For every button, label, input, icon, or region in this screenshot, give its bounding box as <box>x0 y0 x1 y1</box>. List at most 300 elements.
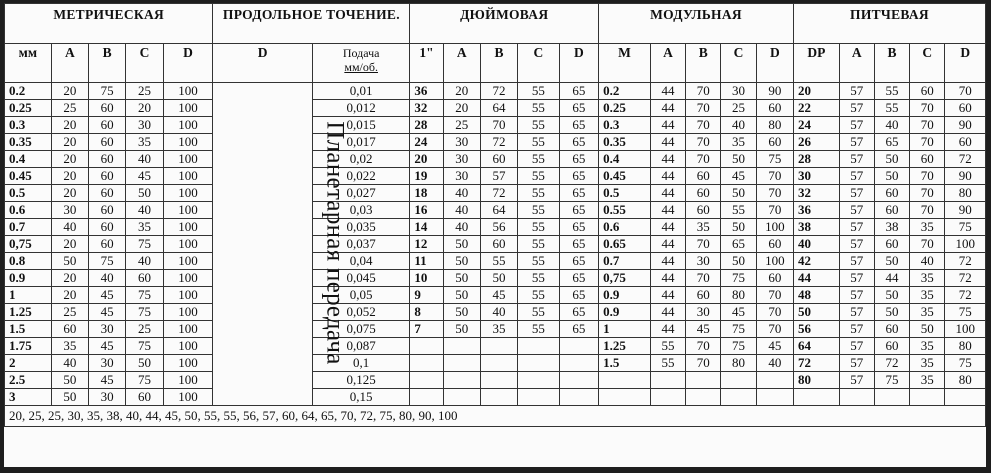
inch-gear-cell <box>480 389 517 406</box>
metric-gear-cell: 40 <box>51 219 88 236</box>
inch-gear-cell: 57 <box>480 168 517 185</box>
inch-gear-cell: 20 <box>443 83 480 100</box>
inch-pitch-cell: 10 <box>410 270 443 287</box>
metric-gear-cell: 20 <box>126 100 163 117</box>
inch-gear-cell: 25 <box>443 117 480 134</box>
pitch-gear-cell <box>839 389 874 406</box>
inch-gear-cell <box>443 338 480 355</box>
metric-gear-cell: 45 <box>88 338 125 355</box>
pitch-gear-cell: 80 <box>945 185 986 202</box>
metric-gear-cell: 100 <box>163 270 213 287</box>
inch-pitch-cell: 20 <box>410 151 443 168</box>
metric-pitch-cell: 0.4 <box>5 151 52 168</box>
table-row <box>5 168 986 185</box>
table-row <box>5 338 986 355</box>
inch-pitch-cell: 32 <box>410 100 443 117</box>
metric-gear-cell: 60 <box>88 168 125 185</box>
feed-cell: 0,03 <box>312 202 409 219</box>
inch-gear-cell: 35 <box>480 321 517 338</box>
pitch-pitch-cell: 44 <box>794 270 840 287</box>
inch-gear-cell: 55 <box>518 83 559 100</box>
inch-pitch-cell <box>410 372 443 389</box>
pitch-gear-cell: 35 <box>910 270 945 287</box>
modular-gear-cell <box>756 372 793 389</box>
pitch-pitch-cell: 72 <box>794 355 840 372</box>
modular-gear-cell: 44 <box>650 219 685 236</box>
inch-gear-cell: 50 <box>443 236 480 253</box>
metric-gear-cell: 30 <box>51 202 88 219</box>
pitch-gear-cell: 80 <box>945 338 986 355</box>
inch-gear-cell: 55 <box>518 304 559 321</box>
pitch-gear-cell: 57 <box>839 304 874 321</box>
modular-gear-cell: 44 <box>650 202 685 219</box>
table-row <box>5 83 986 100</box>
metric-gear-cell: 75 <box>126 236 163 253</box>
pitch-gear-cell: 57 <box>839 202 874 219</box>
feed-cell: 0,087 <box>312 338 409 355</box>
modular-gear-cell: 35 <box>721 134 756 151</box>
inch-gear-cell: 55 <box>480 253 517 270</box>
modular-pitch-cell: 0.7 <box>599 253 651 270</box>
inch-pitch-cell: 9 <box>410 287 443 304</box>
pitch-gear-cell: 38 <box>874 219 909 236</box>
metric-gear-cell: 50 <box>126 185 163 202</box>
inch-gear-cell: 65 <box>559 253 598 270</box>
inch-gear-cell: 55 <box>518 185 559 202</box>
metric-gear-cell: 60 <box>126 270 163 287</box>
modular-pitch-cell: 1.25 <box>599 338 651 355</box>
table-row <box>5 100 986 117</box>
inch-gear-cell: 50 <box>480 270 517 287</box>
thread-table-sheet <box>4 3 986 467</box>
modular-gear-cell: 70 <box>686 338 721 355</box>
inch-gear-cell <box>559 389 598 406</box>
modular-gear-cell: 65 <box>721 236 756 253</box>
pitch-pitch-cell: 80 <box>794 372 840 389</box>
pitch-gear-cell: 57 <box>839 185 874 202</box>
inch-pitch-cell: 36 <box>410 83 443 100</box>
inch-gear-cell: 55 <box>518 117 559 134</box>
footer-row <box>5 406 986 427</box>
modular-gear-cell: 30 <box>686 253 721 270</box>
modular-gear-cell: 100 <box>756 253 793 270</box>
inch-pitch-cell: 28 <box>410 117 443 134</box>
inch-gear-cell: 55 <box>518 270 559 287</box>
modular-gear-cell: 60 <box>756 100 793 117</box>
pitch-gear-cell: 75 <box>945 219 986 236</box>
metric-gear-cell: 60 <box>88 185 125 202</box>
inch-gear-cell: 40 <box>443 185 480 202</box>
col-inch-b: B <box>480 44 517 83</box>
modular-gear-cell: 25 <box>721 100 756 117</box>
pitch-gear-cell: 90 <box>945 202 986 219</box>
modular-gear-cell: 50 <box>721 151 756 168</box>
modular-gear-cell: 100 <box>756 219 793 236</box>
inch-gear-cell: 64 <box>480 202 517 219</box>
col-inch-a: A <box>443 44 480 83</box>
pitch-pitch-cell: 38 <box>794 219 840 236</box>
feed-cell: 0,1 <box>312 355 409 372</box>
table-row <box>5 355 986 372</box>
modular-gear-cell: 60 <box>756 236 793 253</box>
metric-pitch-cell: 1.25 <box>5 304 52 321</box>
inch-gear-cell <box>559 355 598 372</box>
modular-gear-cell: 70 <box>686 100 721 117</box>
metric-gear-cell: 100 <box>163 168 213 185</box>
pitch-pitch-cell: 30 <box>794 168 840 185</box>
inch-gear-cell: 50 <box>443 304 480 321</box>
pitch-pitch-cell: 64 <box>794 338 840 355</box>
modular-gear-cell <box>650 389 685 406</box>
pitch-gear-cell: 57 <box>839 372 874 389</box>
table-body <box>5 83 986 406</box>
feed-cell: 0,017 <box>312 134 409 151</box>
inch-gear-cell <box>480 372 517 389</box>
metric-gear-cell: 100 <box>163 117 213 134</box>
modular-gear-cell: 60 <box>686 287 721 304</box>
inch-gear-cell: 65 <box>559 134 598 151</box>
pitch-gear-cell: 57 <box>839 219 874 236</box>
pitch-gear-cell: 72 <box>945 270 986 287</box>
inch-gear-cell: 55 <box>518 151 559 168</box>
metric-gear-cell: 60 <box>88 117 125 134</box>
metric-pitch-cell: 0.3 <box>5 117 52 134</box>
inch-gear-cell: 65 <box>559 168 598 185</box>
modular-gear-cell: 30 <box>721 83 756 100</box>
modular-gear-cell: 70 <box>686 83 721 100</box>
inch-gear-cell: 55 <box>518 134 559 151</box>
metric-gear-cell: 45 <box>88 304 125 321</box>
pitch-gear-cell: 90 <box>945 168 986 185</box>
inch-pitch-cell <box>410 389 443 406</box>
modular-gear-cell <box>721 389 756 406</box>
pitch-gear-cell: 57 <box>839 83 874 100</box>
inch-gear-cell: 64 <box>480 100 517 117</box>
table-row <box>5 270 986 287</box>
pitch-gear-cell: 44 <box>874 270 909 287</box>
modular-gear-cell: 50 <box>721 253 756 270</box>
inch-gear-cell: 55 <box>518 219 559 236</box>
col-metric-c: C <box>126 44 163 83</box>
pitch-gear-cell: 57 <box>839 287 874 304</box>
pitch-gear-cell: 35 <box>910 287 945 304</box>
thread-cutting-table <box>4 3 986 427</box>
metric-gear-cell: 25 <box>51 100 88 117</box>
table-row <box>5 321 986 338</box>
metric-gear-cell: 100 <box>163 134 213 151</box>
inch-gear-cell: 65 <box>559 287 598 304</box>
metric-gear-cell: 20 <box>51 185 88 202</box>
pitch-gear-cell: 35 <box>910 304 945 321</box>
inch-gear-cell: 56 <box>480 219 517 236</box>
pitch-gear-cell: 100 <box>945 236 986 253</box>
metric-gear-cell: 75 <box>126 372 163 389</box>
col-pitch-a: A <box>839 44 874 83</box>
col-inch-tpi: 1" <box>410 44 443 83</box>
inch-gear-cell: 65 <box>559 100 598 117</box>
feed-cell: 0,045 <box>312 270 409 287</box>
feed-cell: 0,037 <box>312 236 409 253</box>
modular-pitch-cell: 0.6 <box>599 219 651 236</box>
feed-cell: 0,027 <box>312 185 409 202</box>
pitch-gear-cell <box>910 389 945 406</box>
inch-pitch-cell: 16 <box>410 202 443 219</box>
modular-gear-cell: 50 <box>721 185 756 202</box>
inch-gear-cell: 50 <box>443 253 480 270</box>
col-modular-m: M <box>599 44 651 83</box>
inch-gear-cell: 65 <box>559 117 598 134</box>
metric-gear-cell: 100 <box>163 253 213 270</box>
modular-gear-cell: 30 <box>686 304 721 321</box>
modular-gear-cell: 44 <box>650 100 685 117</box>
modular-gear-cell: 44 <box>650 287 685 304</box>
inch-pitch-cell: 19 <box>410 168 443 185</box>
pitch-pitch-cell: 50 <box>794 304 840 321</box>
inch-gear-cell: 70 <box>480 117 517 134</box>
inch-gear-cell: 65 <box>559 83 598 100</box>
metric-gear-cell: 20 <box>51 83 88 100</box>
modular-gear-cell: 44 <box>650 168 685 185</box>
modular-gear-cell: 70 <box>756 304 793 321</box>
inch-gear-cell: 55 <box>518 253 559 270</box>
inch-gear-cell: 72 <box>480 134 517 151</box>
inch-gear-cell: 72 <box>480 83 517 100</box>
modular-gear-cell <box>721 372 756 389</box>
metric-pitch-cell: 0,75 <box>5 236 52 253</box>
metric-gear-cell: 35 <box>126 134 163 151</box>
pitch-gear-cell: 70 <box>910 202 945 219</box>
pitch-pitch-cell: 40 <box>794 236 840 253</box>
inch-pitch-cell: 12 <box>410 236 443 253</box>
inch-pitch-cell: 18 <box>410 185 443 202</box>
metric-pitch-cell: 0.25 <box>5 100 52 117</box>
pitch-gear-cell: 50 <box>910 321 945 338</box>
pitch-gear-cell: 60 <box>874 321 909 338</box>
col-modular-a: A <box>650 44 685 83</box>
metric-pitch-cell: 1.5 <box>5 321 52 338</box>
table-row <box>5 219 986 236</box>
modular-pitch-cell: 0.5 <box>599 185 651 202</box>
inch-gear-cell: 65 <box>559 151 598 168</box>
modular-gear-cell: 44 <box>650 304 685 321</box>
modular-gear-cell: 70 <box>756 321 793 338</box>
metric-pitch-cell: 0.8 <box>5 253 52 270</box>
inch-gear-cell: 55 <box>518 287 559 304</box>
modular-pitch-cell: 1.5 <box>599 355 651 372</box>
metric-gear-cell: 30 <box>88 355 125 372</box>
metric-gear-cell: 50 <box>51 389 88 406</box>
modular-pitch-cell: 0.45 <box>599 168 651 185</box>
metric-gear-cell: 60 <box>88 202 125 219</box>
pitch-gear-cell: 35 <box>910 355 945 372</box>
modular-pitch-cell: 0.3 <box>599 117 651 134</box>
metric-gear-cell: 40 <box>126 151 163 168</box>
feed-cell: 0,04 <box>312 253 409 270</box>
metric-pitch-cell: 2.5 <box>5 372 52 389</box>
table-row <box>5 117 986 134</box>
inch-gear-cell: 50 <box>443 270 480 287</box>
modular-gear-cell: 80 <box>721 287 756 304</box>
pitch-gear-cell: 70 <box>910 117 945 134</box>
metric-gear-cell: 100 <box>163 83 213 100</box>
modular-gear-cell: 75 <box>756 151 793 168</box>
inch-gear-cell <box>518 389 559 406</box>
pitch-gear-cell: 90 <box>945 117 986 134</box>
modular-gear-cell: 55 <box>650 355 685 372</box>
pitch-gear-cell: 70 <box>910 100 945 117</box>
table-row <box>5 134 986 151</box>
modular-gear-cell: 70 <box>686 151 721 168</box>
pitch-gear-cell: 70 <box>910 236 945 253</box>
modular-gear-cell: 44 <box>650 117 685 134</box>
metric-pitch-cell: 1.75 <box>5 338 52 355</box>
metric-pitch-cell: 1 <box>5 287 52 304</box>
metric-gear-cell: 60 <box>88 134 125 151</box>
inch-gear-cell: 30 <box>443 151 480 168</box>
pitch-gear-cell: 57 <box>839 270 874 287</box>
inch-gear-cell: 65 <box>559 219 598 236</box>
inch-gear-cell: 50 <box>443 321 480 338</box>
metric-gear-cell: 100 <box>163 236 213 253</box>
modular-gear-cell: 44 <box>650 185 685 202</box>
metric-gear-cell: 100 <box>163 185 213 202</box>
inch-gear-cell: 20 <box>443 100 480 117</box>
inch-gear-cell <box>443 372 480 389</box>
gear-list: 20, 25, 25, 30, 35, 38, 40, 44, 45, 50, 55, 55, 56, 57, 60, 64, 65, 70, 72, 75, 80, 90, 100 <box>5 406 986 427</box>
col-modular-b: B <box>686 44 721 83</box>
modular-gear-cell: 45 <box>721 168 756 185</box>
group-inch: ДЮЙМОВАЯ <box>410 4 599 44</box>
inch-gear-cell <box>518 355 559 372</box>
metric-pitch-cell: 0.5 <box>5 185 52 202</box>
metric-gear-cell: 30 <box>88 321 125 338</box>
inch-gear-cell <box>559 338 598 355</box>
metric-gear-cell: 40 <box>126 253 163 270</box>
pitch-pitch-cell: 56 <box>794 321 840 338</box>
pitch-pitch-cell: 42 <box>794 253 840 270</box>
metric-gear-cell: 35 <box>126 219 163 236</box>
inch-gear-cell: 30 <box>443 168 480 185</box>
metric-pitch-cell: 0.9 <box>5 270 52 287</box>
feed-cell: 0,05 <box>312 287 409 304</box>
pitch-gear-cell: 60 <box>945 100 986 117</box>
table-row <box>5 253 986 270</box>
pitch-gear-cell: 60 <box>910 83 945 100</box>
modular-pitch-cell: 0.65 <box>599 236 651 253</box>
col-metric-b: B <box>88 44 125 83</box>
feed-cell: 0,015 <box>312 117 409 134</box>
pitch-pitch-cell: 22 <box>794 100 840 117</box>
feed-cell: 0,15 <box>312 389 409 406</box>
col-metric-mm: мм <box>5 44 52 83</box>
feed-cell: 0,125 <box>312 372 409 389</box>
pitch-gear-cell: 50 <box>874 304 909 321</box>
modular-gear-cell: 75 <box>721 321 756 338</box>
metric-gear-cell: 45 <box>88 287 125 304</box>
modular-gear-cell: 44 <box>650 236 685 253</box>
group-metric: МЕТРИЧЕСКАЯ <box>5 4 213 44</box>
group-pitch: ПИТЧЕВАЯ <box>794 4 986 44</box>
metric-gear-cell: 100 <box>163 219 213 236</box>
modular-gear-cell: 60 <box>686 168 721 185</box>
pitch-gear-cell: 35 <box>910 338 945 355</box>
col-inch-c: C <box>518 44 559 83</box>
inch-gear-cell: 55 <box>518 168 559 185</box>
pitch-gear-cell: 57 <box>839 321 874 338</box>
table-row <box>5 185 986 202</box>
col-pitch-dp: DP <box>794 44 840 83</box>
modular-gear-cell: 45 <box>756 338 793 355</box>
pitch-gear-cell: 72 <box>945 151 986 168</box>
pitch-gear-cell <box>874 389 909 406</box>
planetary-gear-cell <box>213 83 350 406</box>
feed-cell: 0,022 <box>312 168 409 185</box>
pitch-gear-cell: 80 <box>945 372 986 389</box>
col-modular-d: D <box>756 44 793 83</box>
pitch-gear-cell: 75 <box>874 372 909 389</box>
metric-gear-cell: 60 <box>126 389 163 406</box>
col-feed <box>312 44 409 83</box>
modular-pitch-cell: 0.4 <box>599 151 651 168</box>
metric-gear-cell: 20 <box>51 151 88 168</box>
inch-gear-cell: 40 <box>480 304 517 321</box>
feed-label: Подача <box>342 46 380 60</box>
metric-gear-cell: 100 <box>163 151 213 168</box>
modular-gear-cell: 45 <box>686 321 721 338</box>
metric-gear-cell: 100 <box>163 372 213 389</box>
table-row <box>5 372 986 389</box>
metric-gear-cell: 60 <box>51 321 88 338</box>
pitch-gear-cell: 40 <box>910 253 945 270</box>
modular-gear-cell: 80 <box>721 355 756 372</box>
modular-gear-cell: 44 <box>650 321 685 338</box>
group-modular: МОДУЛЬНАЯ <box>599 4 794 44</box>
pitch-gear-cell: 57 <box>839 236 874 253</box>
inch-gear-cell: 40 <box>443 202 480 219</box>
inch-gear-cell: 40 <box>443 219 480 236</box>
metric-gear-cell: 50 <box>51 372 88 389</box>
modular-gear-cell: 55 <box>650 338 685 355</box>
metric-gear-cell: 40 <box>88 270 125 287</box>
modular-pitch-cell: 1 <box>599 321 651 338</box>
group-longitudinal: ПРОДОЛЬНОЕ ТОЧЕНИЕ. <box>213 4 410 44</box>
pitch-gear-cell: 40 <box>874 117 909 134</box>
inch-gear-cell <box>518 338 559 355</box>
pitch-gear-cell: 75 <box>945 355 986 372</box>
pitch-gear-cell: 100 <box>945 321 986 338</box>
metric-gear-cell: 45 <box>126 168 163 185</box>
inch-gear-cell: 50 <box>443 287 480 304</box>
metric-gear-cell: 75 <box>126 304 163 321</box>
modular-gear-cell: 75 <box>721 270 756 287</box>
col-inch-d: D <box>559 44 598 83</box>
pitch-gear-cell: 57 <box>839 168 874 185</box>
col-longitudinal-d: D <box>213 44 313 83</box>
inch-pitch-cell: 11 <box>410 253 443 270</box>
column-header-row <box>5 44 986 83</box>
modular-gear-cell: 75 <box>721 338 756 355</box>
metric-gear-cell: 100 <box>163 100 213 117</box>
inch-pitch-cell: 8 <box>410 304 443 321</box>
feed-cell: 0,035 <box>312 219 409 236</box>
pitch-gear-cell: 57 <box>839 134 874 151</box>
pitch-gear-cell: 75 <box>945 304 986 321</box>
pitch-pitch-cell: 26 <box>794 134 840 151</box>
metric-pitch-cell: 2 <box>5 355 52 372</box>
metric-pitch-cell: 0.6 <box>5 202 52 219</box>
metric-pitch-cell: 0.7 <box>5 219 52 236</box>
metric-gear-cell: 25 <box>126 83 163 100</box>
